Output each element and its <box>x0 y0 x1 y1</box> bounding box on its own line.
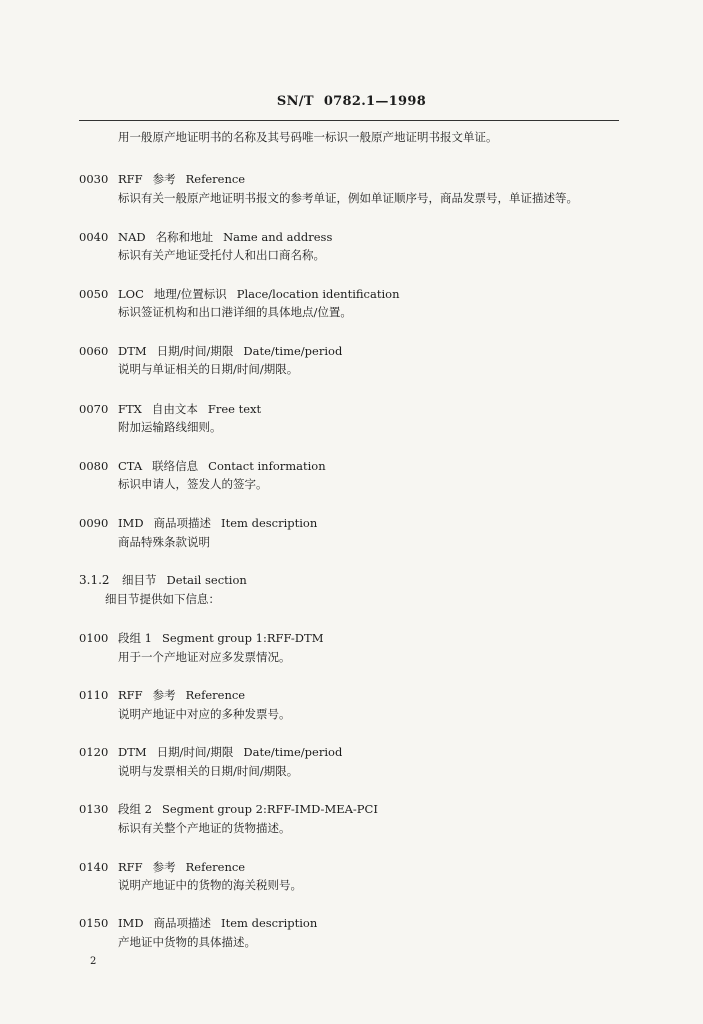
segment-en: Reference <box>185 688 246 702</box>
segment-title <box>118 802 378 817</box>
segment-tag: IMD <box>118 916 144 930</box>
segment-en: Segment group 2:RFF-IMD-MEA-PCI <box>161 802 378 816</box>
segment-en: Contact information <box>208 459 326 473</box>
segment-desc: 说明与单证相关的日期/时间/期限。 <box>118 362 299 376</box>
segment-en: Reference <box>185 172 246 186</box>
segment-desc: 标识申请人，签发人的签字。 <box>118 477 268 491</box>
segment-tag: DTM <box>118 344 147 358</box>
segment-cn: 名称和地址 <box>155 230 214 244</box>
segment-number: 0120 <box>79 745 109 759</box>
segment-title <box>118 344 342 359</box>
segment-tag: RFF <box>118 860 143 874</box>
segment-cn: 商品项描述 <box>153 916 212 930</box>
segment-cn: 参考 <box>152 172 176 186</box>
segment-en: Name and address <box>223 230 333 244</box>
segment-desc: 标识有关整个产地证的货物描述。 <box>118 821 291 835</box>
standard-code: 0782.1—1998 <box>323 94 427 109</box>
segment-number: 0070 <box>79 402 109 416</box>
segment-cn: 参考 <box>152 688 176 702</box>
segment-tag: LOC <box>118 287 144 301</box>
segment-number: 0130 <box>79 802 109 816</box>
segment-en: Free text <box>207 402 262 416</box>
page-number: 2 <box>90 956 97 967</box>
segment-desc: 说明产地证中的货物的海关税则号。 <box>118 878 302 892</box>
segment-cn: 自由文本 <box>151 402 198 416</box>
segment-cn: 地理/位置标识 <box>153 287 227 301</box>
segment-cn: 参考 <box>152 860 176 874</box>
segment-title <box>118 745 342 760</box>
segment-number: 0080 <box>79 459 109 473</box>
segment-tag: FTX <box>118 402 142 416</box>
standard-prefix: SN/T <box>276 94 314 109</box>
segment-title <box>118 688 245 703</box>
segment-number: 0110 <box>79 688 109 702</box>
segment-desc: 标识有关一般原产地证明书报文的参考单证，例如单证顺序号，商品发票号，单证描述等。 <box>118 191 578 205</box>
segment-number: 0150 <box>79 916 109 930</box>
segment-en: Segment group 1:RFF-DTM <box>161 631 324 645</box>
segment-title <box>118 860 245 875</box>
segment-title <box>118 631 323 646</box>
segment-cn: 日期/时间/期限 <box>156 745 234 759</box>
segment-en: Item description <box>221 916 318 930</box>
segment-en: Date/time/period <box>243 745 343 759</box>
section-number: 3.1.2 <box>79 573 110 587</box>
page-header <box>0 94 703 109</box>
segment-desc: 用于一个产地证对应多发票情况。 <box>118 650 291 664</box>
segment-number: 0140 <box>79 860 109 874</box>
segment-title <box>118 287 399 302</box>
segment-tag: NAD <box>118 230 146 244</box>
header-rule <box>79 120 619 121</box>
segment-title <box>118 402 261 417</box>
segment-tag: CTA <box>118 459 143 473</box>
segment-en: Reference <box>185 860 246 874</box>
segment-number: 0060 <box>79 344 109 358</box>
segment-number: 0030 <box>79 172 109 186</box>
segment-desc: 商品特殊条款说明 <box>118 535 210 549</box>
segment-cn: 商品项描述 <box>153 516 212 530</box>
segment-tag: 段组 2 <box>118 802 152 816</box>
section-en: Detail section <box>166 573 247 587</box>
segment-desc: 标识有关产地证受托付人和出口商名称。 <box>118 248 325 262</box>
segment-number: 0090 <box>79 516 109 530</box>
section-cn: 细目节 <box>122 573 157 587</box>
segment-number: 0040 <box>79 230 109 244</box>
segment-desc: 产地证中货物的具体描述。 <box>118 935 256 949</box>
segment-tag: 段组 1 <box>118 631 152 645</box>
segment-title <box>118 230 332 245</box>
segment-number: 0100 <box>79 631 109 645</box>
segment-desc: 说明产地证中对应的多种发票号。 <box>118 707 291 721</box>
segment-title <box>118 459 326 474</box>
segment-cn: 日期/时间/期限 <box>156 344 234 358</box>
segment-cn: 联络信息 <box>152 459 199 473</box>
segment-en: Place/location identification <box>236 287 400 301</box>
segment-number: 0050 <box>79 287 109 301</box>
segment-tag: IMD <box>118 516 144 530</box>
segment-title <box>118 516 317 531</box>
segment-tag: RFF <box>118 688 143 702</box>
intro-text: 用一般原产地证明书的名称及其号码唯一标识一般原产地证明书报文单证。 <box>118 130 498 144</box>
segment-title <box>118 916 317 931</box>
segment-title <box>118 172 245 187</box>
section-title <box>122 573 247 588</box>
segment-desc: 说明与发票相关的日期/时间/期限。 <box>118 764 299 778</box>
segment-tag: RFF <box>118 172 143 186</box>
segment-en: Item description <box>221 516 318 530</box>
section-desc: 细目节提供如下信息： <box>105 592 220 606</box>
segment-tag: DTM <box>118 745 147 759</box>
segment-desc: 标识签证机构和出口港详细的具体地点/位置。 <box>118 305 352 319</box>
segment-desc: 附加运输路线细则。 <box>118 420 222 434</box>
segment-en: Date/time/period <box>243 344 343 358</box>
